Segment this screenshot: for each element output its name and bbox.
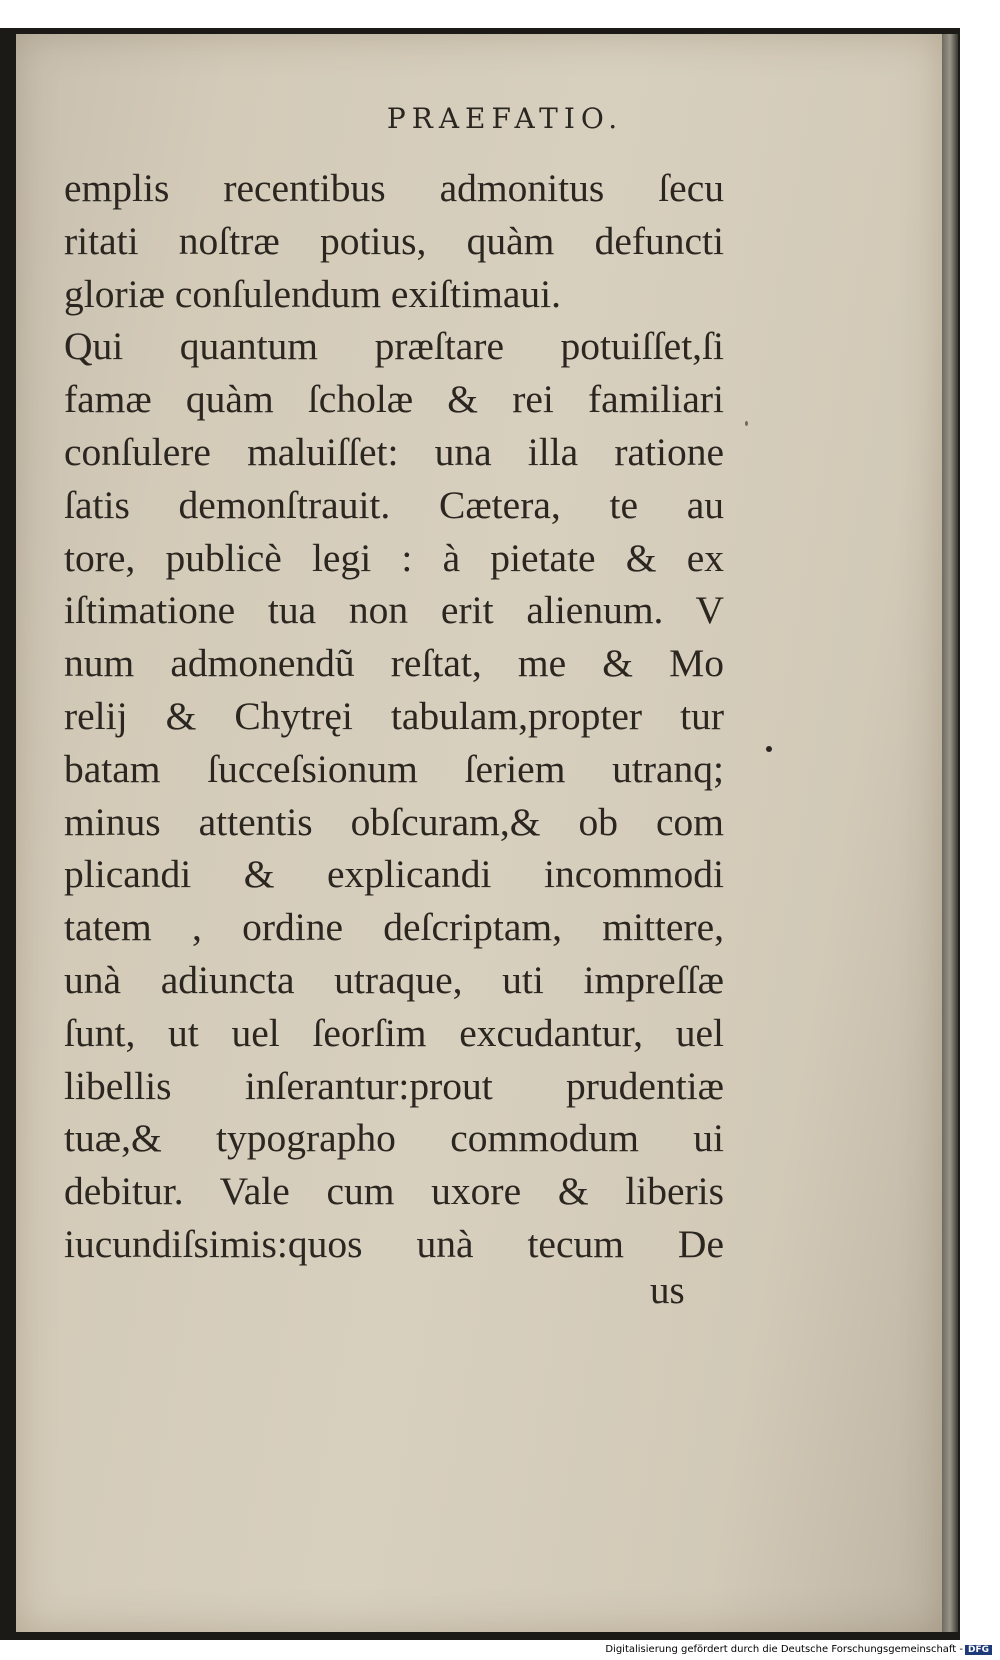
text-line: ritati noſtræ potius, quàm defuncti: [64, 218, 724, 263]
text-line: plicandi & explicandi incommodi: [64, 852, 724, 897]
digitization-credit: [605, 1644, 992, 1655]
ink-speck: [745, 421, 748, 426]
text-line: tatem , ordine deſcriptam, mittere,: [64, 905, 724, 950]
text-line: ſunt, ut uel ſeorſim excudantur, uel: [64, 1010, 724, 1055]
text-line: famæ quàm ſcholæ & rei familiari: [64, 377, 724, 422]
catchword: us: [650, 1269, 685, 1312]
dfg-logo: DFG: [965, 1645, 992, 1655]
text-line: libellis inſerantur:prout prudentiæ: [64, 1063, 724, 1108]
text-line: minus attentis obſcuram,& ob com: [64, 799, 724, 844]
text-line: debitur. Vale cum uxore & liberis: [64, 1169, 724, 1214]
ink-speck: [766, 746, 772, 752]
text-line: Qui quantum præſtare potuiſſet,ſi: [64, 324, 724, 369]
text-line: gloriæ conſulendum exiſtimaui.: [64, 271, 561, 316]
text-line: tore, publicè legi : à pietate & ex: [64, 535, 724, 580]
body-text: [64, 162, 724, 1271]
text-line: num admonendũ reſtat, me & Mo: [64, 641, 724, 686]
running-header: PRAEFATIO.: [386, 102, 624, 135]
text-line: unà adiuncta utraque, uti impreſſæ: [64, 957, 724, 1002]
text-line: iucundiſsimis:quos unà tecum De: [64, 1221, 724, 1266]
text-line: ſatis demonſtrauit. Cætera, te au: [64, 482, 724, 527]
credit-text: Digitalisierung gefördert durch die Deutsche Forschungsgemeinschaft -: [605, 1644, 963, 1655]
page-edge: [942, 34, 958, 1632]
text-line: conſulere maluiſſet: una illa ratione: [64, 429, 724, 474]
text-line: emplis recentibus admonitus ſecu: [64, 166, 724, 210]
text-line: batam ſucceſsionum ſeriem utranq;: [64, 746, 724, 791]
text-line: tuæ,& typographo commodum ui: [64, 1116, 724, 1161]
text-line: relij & Chytręi tabulam,propter tur: [64, 693, 724, 738]
text-line: iſtimatione tua non erit alienum. V: [64, 588, 724, 633]
